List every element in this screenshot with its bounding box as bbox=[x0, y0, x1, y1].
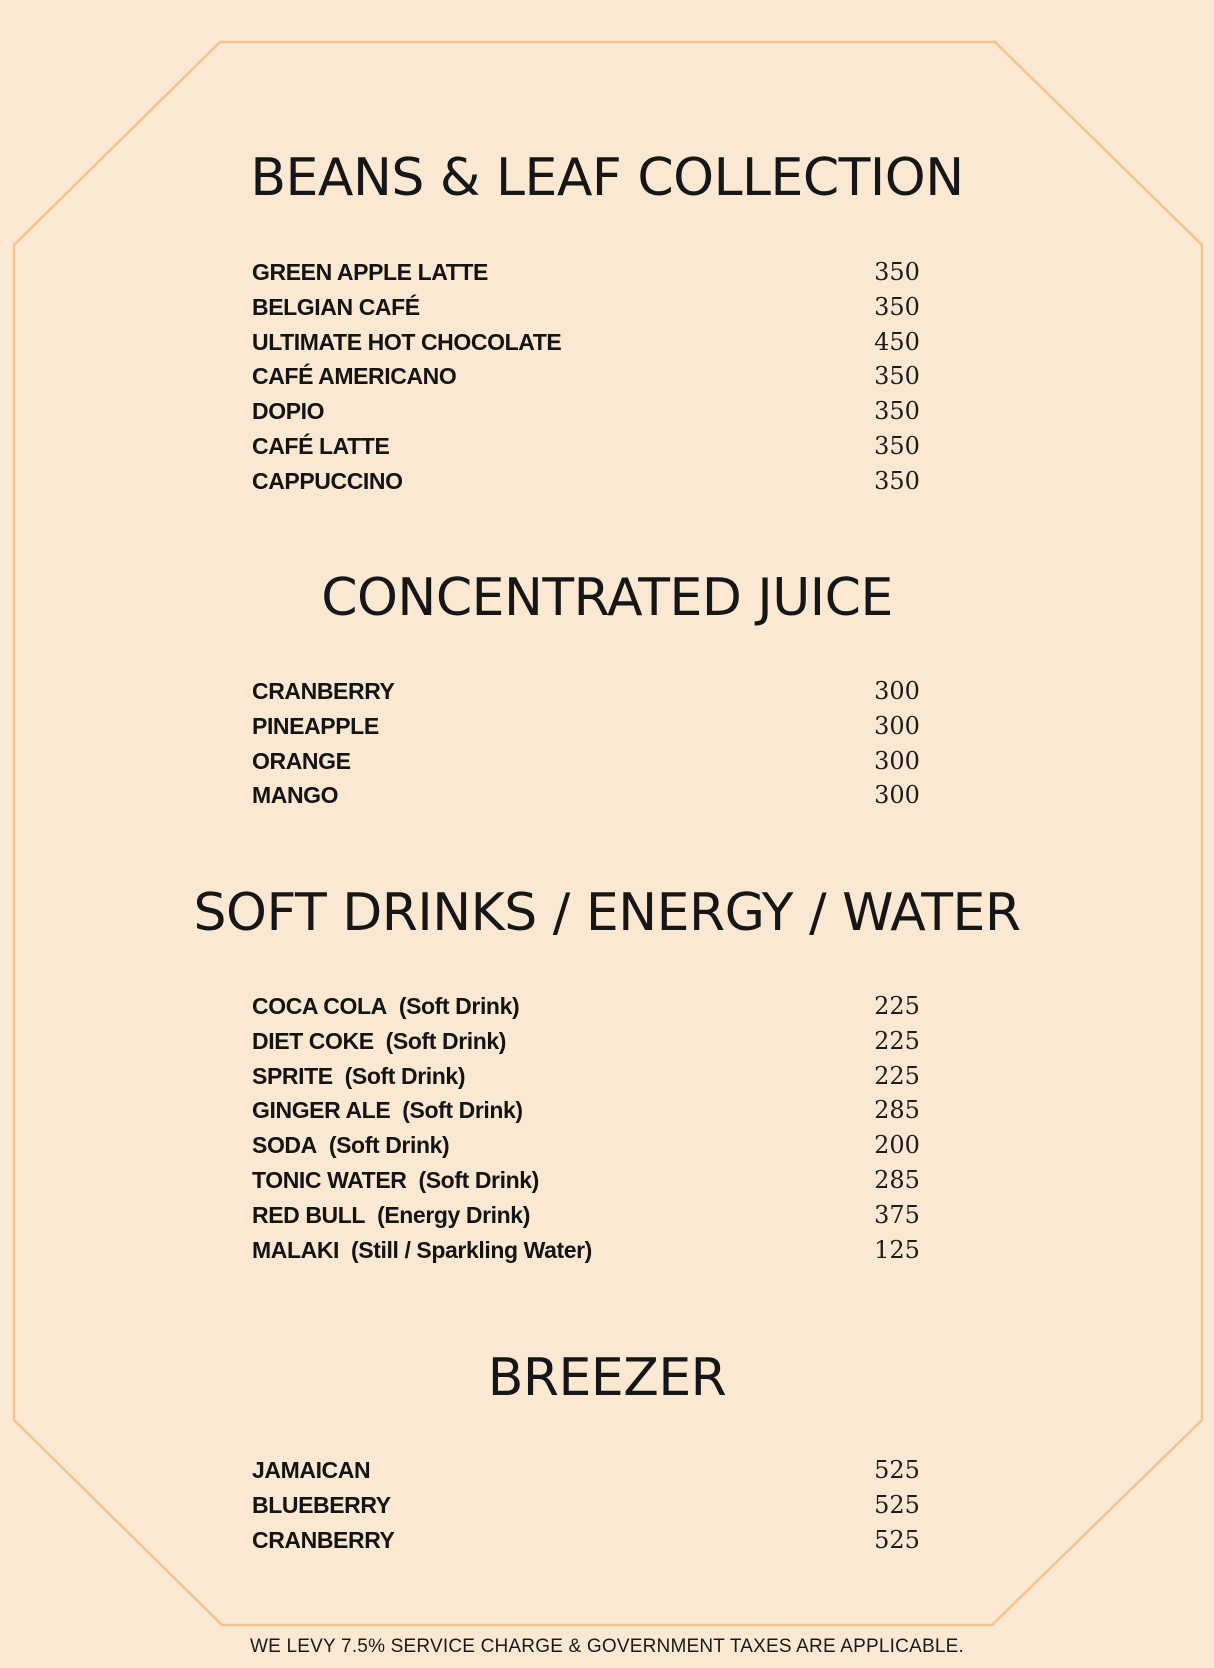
menu-item-name bbox=[252, 1198, 530, 1233]
menu-item-price: 300 bbox=[874, 711, 920, 740]
menu-item-title: GINGER ALE bbox=[252, 1097, 391, 1124]
menu-item-row bbox=[252, 325, 932, 360]
menu-item-note: (Soft Drink) bbox=[344, 1062, 466, 1089]
menu-item-price: 525 bbox=[874, 1456, 920, 1484]
menu-item-title: CAFÉ LATTE bbox=[252, 432, 390, 459]
menu-item-name bbox=[252, 989, 519, 1024]
menu-item-name bbox=[252, 290, 420, 325]
menu-item-title: BLUEBERRY bbox=[252, 1491, 391, 1518]
menu-item-row bbox=[252, 429, 932, 464]
menu-item-title: ORANGE bbox=[252, 747, 351, 774]
menu-item-price: 225 bbox=[874, 1061, 920, 1090]
menu-item-title: MANGO bbox=[252, 782, 339, 809]
menu-item-row bbox=[252, 1128, 932, 1163]
menu-item-price: 375 bbox=[874, 1200, 920, 1229]
menu-item-row bbox=[252, 1453, 932, 1488]
menu-item-title: CRANBERRY bbox=[252, 1526, 395, 1553]
menu-item-row bbox=[252, 1024, 932, 1059]
menu-item-price: 125 bbox=[874, 1235, 920, 1264]
menu-item-row bbox=[252, 1163, 932, 1198]
menu-item-row bbox=[252, 778, 932, 813]
menu-item-note: (Soft Drink) bbox=[328, 1132, 450, 1159]
menu-item-price: 225 bbox=[874, 992, 920, 1020]
menu-item-price: 200 bbox=[874, 1131, 920, 1160]
menu-item-price: 300 bbox=[874, 781, 920, 810]
menu-item-name bbox=[252, 1523, 395, 1558]
item-list-breezer bbox=[252, 1453, 932, 1557]
menu-item-title: SPRITE bbox=[252, 1062, 333, 1089]
menu-item-title: DIET COKE bbox=[252, 1027, 374, 1054]
menu-item-name bbox=[252, 255, 488, 290]
menu-item-title: BELGIAN CAFÉ bbox=[252, 293, 420, 320]
menu-item-title: GREEN APPLE LATTE bbox=[252, 259, 488, 285]
menu-item-row bbox=[252, 1059, 932, 1094]
menu-item-note: (Soft Drink) bbox=[385, 1027, 507, 1054]
menu-item-price: 350 bbox=[874, 292, 920, 321]
menu-item-name bbox=[252, 674, 395, 709]
menu-item-name bbox=[252, 1233, 592, 1268]
menu-item-price: 350 bbox=[874, 397, 920, 426]
menu-item-price: 285 bbox=[874, 1165, 920, 1194]
menu-item-note: (Soft Drink) bbox=[402, 1097, 523, 1124]
menu-item-name bbox=[252, 1128, 449, 1163]
menu-item-price: 300 bbox=[874, 746, 920, 775]
menu-item-note: (Still / Sparkling Water) bbox=[351, 1236, 592, 1263]
section-title-breezer: BREEZER bbox=[487, 1348, 727, 1408]
menu-item-title: DOPIO bbox=[252, 398, 325, 425]
menu-item-title: MALAKI bbox=[252, 1236, 340, 1263]
menu-item-name bbox=[252, 1059, 465, 1094]
menu-item-price: 350 bbox=[874, 466, 920, 495]
menu-item-title: PINEAPPLE bbox=[252, 712, 379, 739]
menu-item-title: JAMAICAN bbox=[252, 1457, 371, 1483]
menu-item-title: CAFÉ AMERICANO bbox=[252, 363, 457, 390]
menu-item-title: SODA bbox=[252, 1132, 317, 1159]
menu-item-row bbox=[252, 1488, 932, 1523]
menu-item-name bbox=[252, 464, 403, 499]
menu-item-row bbox=[252, 1093, 932, 1128]
section-title-concentrated-juice: CONCENTRATED JUICE bbox=[321, 568, 893, 628]
menu-item-price: 350 bbox=[874, 258, 920, 286]
menu-item-price: 525 bbox=[874, 1490, 920, 1519]
menu-item-row bbox=[252, 674, 932, 709]
menu-item-title: RED BULL bbox=[252, 1201, 366, 1228]
menu-item-price: 350 bbox=[874, 431, 920, 460]
service-charge-note: WE LEVY 7.5% SERVICE CHARGE & GOVERNMENT TAXES ARE APPLICABLE. bbox=[250, 1636, 964, 1657]
menu-item-name bbox=[252, 1488, 391, 1523]
item-list-concentrated-juice bbox=[252, 674, 932, 813]
section-title-beans-leaf: BEANS & LEAF COLLECTION bbox=[250, 148, 964, 208]
menu-item-name bbox=[252, 1163, 539, 1198]
menu-item-price: 450 bbox=[874, 327, 920, 356]
menu-item-price: 285 bbox=[874, 1096, 920, 1125]
menu-item-row bbox=[252, 744, 932, 779]
menu-item-title: ULTIMATE HOT CHOCOLATE bbox=[252, 328, 562, 355]
menu-item-row bbox=[252, 290, 932, 325]
menu-item-title: CRANBERRY bbox=[252, 678, 395, 704]
menu-item-name bbox=[252, 1453, 370, 1488]
menu-item-title: COCA COLA bbox=[252, 993, 387, 1019]
menu-item-row bbox=[252, 1523, 932, 1558]
menu-item-name bbox=[252, 359, 456, 394]
menu-item-note: (Soft Drink) bbox=[418, 1166, 539, 1193]
menu-item-name bbox=[252, 1024, 506, 1059]
menu-item-row bbox=[252, 394, 932, 429]
menu-item-row bbox=[252, 359, 932, 394]
menu-item-note: (Energy Drink) bbox=[377, 1201, 530, 1228]
menu-item-row bbox=[252, 255, 932, 290]
menu-item-note: (Soft Drink) bbox=[398, 993, 520, 1019]
item-list-soft-drinks bbox=[252, 989, 932, 1267]
menu-item-price: 225 bbox=[874, 1026, 920, 1055]
menu-item-row bbox=[252, 1233, 932, 1268]
section-title-soft-drinks: SOFT DRINKS / ENERGY / WATER bbox=[193, 883, 1021, 943]
menu-item-row bbox=[252, 1198, 932, 1233]
menu-item-title: TONIC WATER bbox=[252, 1166, 407, 1193]
menu-item-row bbox=[252, 464, 932, 499]
menu-item-title: CAPPUCCINO bbox=[252, 467, 403, 494]
menu-item-name bbox=[252, 778, 338, 813]
menu-item-name bbox=[252, 744, 351, 779]
menu-item-price: 525 bbox=[874, 1525, 920, 1554]
menu-item-row bbox=[252, 989, 932, 1024]
menu-item-row bbox=[252, 709, 932, 744]
menu-item-name bbox=[252, 1093, 523, 1128]
menu-item-price: 300 bbox=[874, 677, 920, 705]
menu-item-price: 350 bbox=[874, 362, 920, 391]
item-list-beans-leaf bbox=[252, 255, 932, 499]
menu-item-name bbox=[252, 709, 379, 744]
menu-item-name bbox=[252, 394, 324, 429]
menu-item-name bbox=[252, 325, 561, 360]
menu-item-name bbox=[252, 429, 389, 464]
